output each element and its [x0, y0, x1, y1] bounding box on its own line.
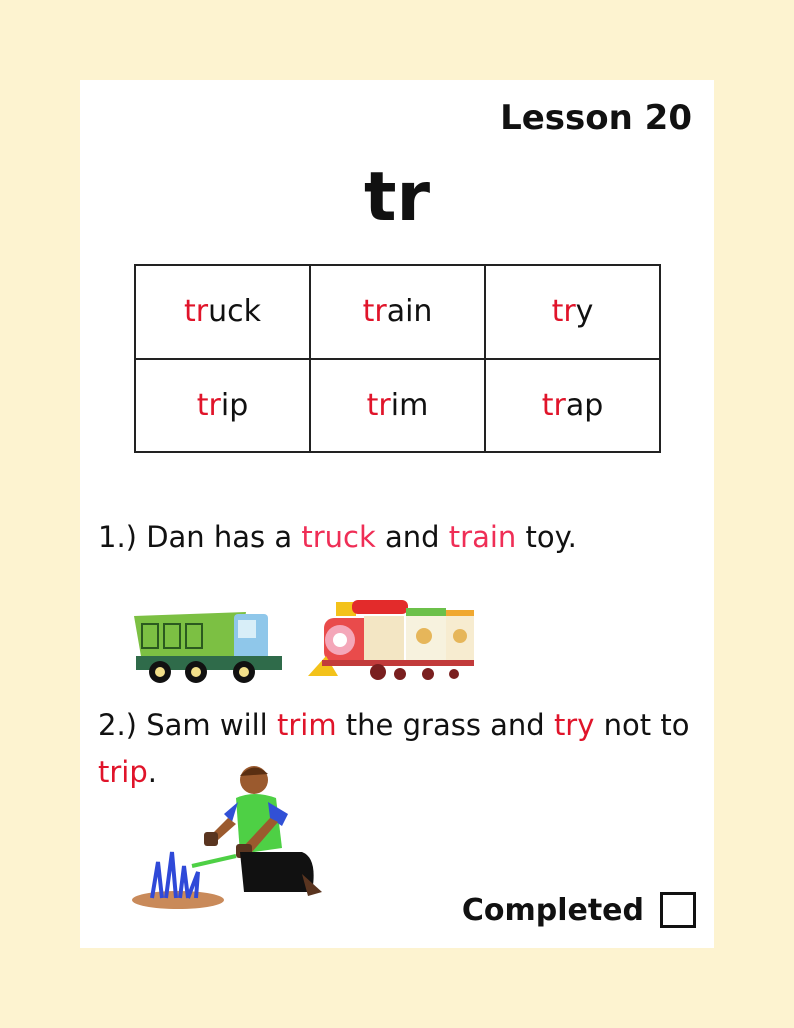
word-cell: truck	[135, 265, 310, 359]
word-cell: try	[485, 265, 660, 359]
completed-checkbox[interactable]	[660, 892, 696, 928]
blend-heading: tr	[363, 158, 431, 237]
word-cell: trip	[135, 359, 310, 453]
sentence-1: 1.) Dan has a truck and train toy.	[98, 520, 577, 554]
word-grid-row	[135, 265, 660, 359]
word-cell: train	[310, 265, 485, 359]
sentence-2: 2.) Sam will trim the grass and try not to trip.	[98, 708, 690, 789]
worksheet	[80, 80, 714, 948]
completed-label: Completed	[461, 892, 644, 928]
toy-train-icon	[308, 594, 478, 686]
word-cell: trim	[310, 359, 485, 453]
word-grid	[134, 264, 661, 453]
dump-truck-icon	[134, 598, 284, 684]
word-cell: trap	[485, 359, 660, 453]
lesson-title: Lesson 20	[500, 98, 692, 138]
word-grid-row	[135, 359, 660, 453]
completed-row	[462, 892, 696, 928]
gardener-trimming-grass-icon	[132, 762, 328, 912]
